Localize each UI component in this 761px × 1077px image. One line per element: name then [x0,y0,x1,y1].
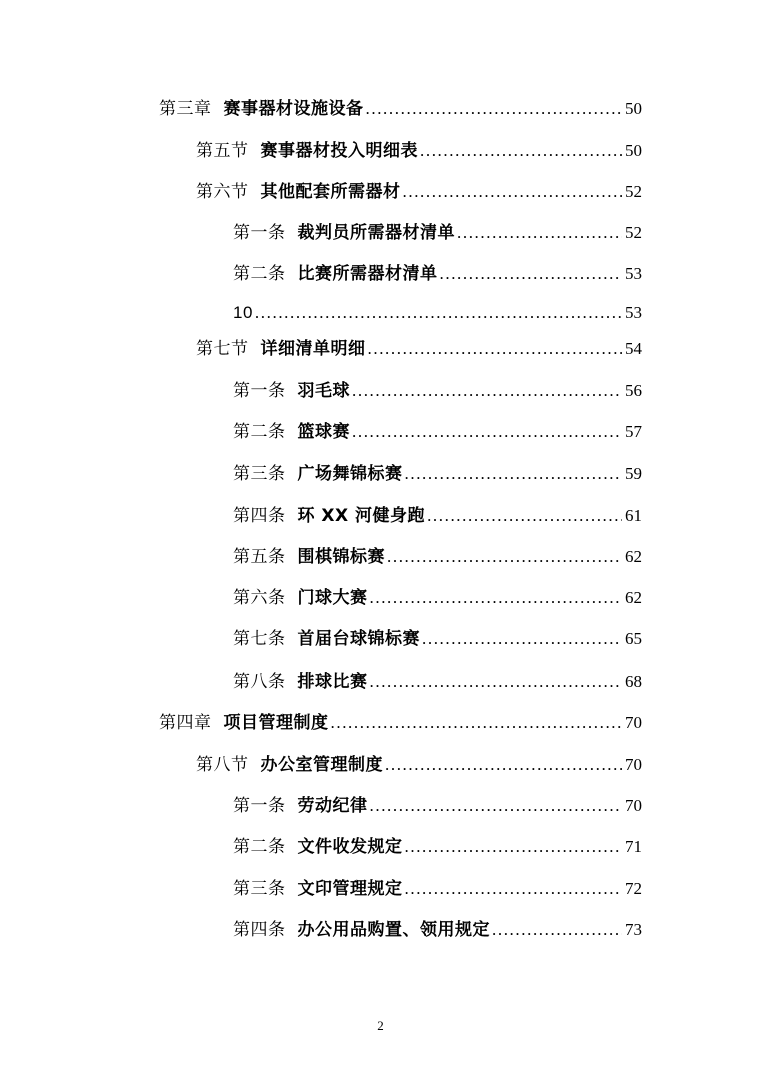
toc-entry-printing-rules[interactable] [233,876,642,902]
toc-entry-label: 第八节 [196,755,249,775]
toc-entry-title: 10 [233,303,253,322]
toc-entry-page: 57 [625,422,642,441]
toc-entry-title: 赛事器材设施设备 [223,99,364,119]
toc-entry-title: 劳动纪律 [297,796,368,816]
toc-entry-title: 篮球赛 [297,422,350,442]
toc-entry-page: 73 [625,920,642,939]
toc-entry-billiards[interactable] [233,626,642,652]
toc-entry-label: 第六节 [196,182,249,202]
toc-dot-leader [422,626,622,652]
toc-dot-leader [255,300,622,326]
toc-entry-title: 围棋锦标赛 [297,547,385,567]
toc-entry-page: 50 [625,141,642,160]
toc-entry-document-rules[interactable] [233,834,642,860]
toc-entry-volleyball[interactable] [233,669,642,695]
toc-entry-gateball[interactable] [233,585,642,611]
page-number: 2 [377,1018,384,1033]
toc-entry-page: 61 [625,506,642,525]
toc-entry-label: 第三章 [159,99,212,119]
toc-entry-label: 第二条 [233,264,286,284]
toc-dot-leader [370,793,623,819]
toc-dot-leader [387,544,622,570]
toc-entry-label: 第四章 [159,713,212,733]
toc-entry-section-8[interactable] [196,752,642,778]
toc-entry-page: 53 [625,303,642,322]
toc-entry-title: 赛事器材投入明细表 [260,141,418,161]
toc-entry-go-chess[interactable] [233,544,642,570]
toc-dot-leader [405,876,623,902]
toc-dot-leader [385,752,622,778]
toc-entry-article-2[interactable] [233,261,642,287]
toc-entry-title: 项目管理制度 [223,713,329,733]
toc-entry-label: 第七条 [233,629,286,649]
toc-entry-page: 70 [625,755,642,774]
toc-entry-river-run[interactable] [233,503,642,529]
toc-entry-chapter-3[interactable] [159,96,642,122]
toc-entry-title: 首届台球锦标赛 [297,629,420,649]
toc-entry-label: 第五条 [233,547,286,567]
toc-entry-section-6[interactable] [196,179,642,205]
toc-entry-title: 门球大赛 [297,588,368,608]
toc-dot-leader [370,669,623,695]
toc-entry-title: 比赛所需器材清单 [297,264,438,284]
toc-entry-label: 第五节 [196,141,249,161]
toc-entry-basketball[interactable] [233,419,642,445]
toc-dot-leader [368,336,623,362]
toc-entry-title: 其他配套所需器材 [260,182,401,202]
toc-entry-label: 第六条 [233,588,286,608]
toc-entry-title: 裁判员所需器材清单 [297,223,455,243]
toc-entry-10[interactable] [233,300,642,326]
toc-dot-leader [370,585,623,611]
toc-entry-page: 54 [625,339,642,358]
toc-entry-badminton[interactable] [233,378,642,404]
toc-entry-square-dance[interactable] [233,461,642,487]
toc-dot-leader [440,261,623,287]
toc-entry-label: 第三条 [233,879,286,899]
toc-dot-leader [331,710,623,736]
toc-entry-page: 59 [625,464,642,483]
toc-entry-label: 第四条 [233,506,286,526]
toc-entry-title: 文印管理规定 [297,879,403,899]
toc-entry-label: 第一条 [233,796,286,816]
toc-entry-article-1[interactable] [233,220,642,246]
toc-entry-page: 56 [625,381,642,400]
toc-entry-page: 53 [625,264,642,283]
toc-entry-office-supplies[interactable] [233,917,642,943]
toc-entry-title: 办公用品购置、领用规定 [297,920,490,940]
toc-entry-page: 72 [625,879,642,898]
toc-entry-title: 办公室管理制度 [260,755,383,775]
toc-dot-leader [492,917,622,943]
toc-entry-section-5[interactable] [196,138,642,164]
toc-dot-leader [352,378,622,404]
toc-entry-page: 71 [625,837,642,856]
toc-entry-title: 详细清单明细 [260,339,366,359]
toc-entry-page: 50 [625,99,642,118]
toc-entry-label: 第一条 [233,381,286,401]
toc-entry-label: 第二条 [233,837,286,857]
toc-entry-title: 文件收发规定 [297,837,403,857]
toc-entry-label: 第一条 [233,223,286,243]
toc-entry-page: 70 [625,796,642,815]
toc-entry-title: 广场舞锦标赛 [297,464,403,484]
toc-entry-label: 第三条 [233,464,286,484]
toc-entry-title: 排球比赛 [297,672,368,692]
toc-entry-page: 70 [625,713,642,732]
toc-entry-page: 52 [625,223,642,242]
toc-entry-page: 62 [625,547,642,566]
toc-entry-section-7[interactable] [196,336,642,362]
toc-entry-label: 第四条 [233,920,286,940]
toc-entry-title: 羽毛球 [297,381,350,401]
toc-entry-title: 环 XX 河健身跑 [297,506,426,526]
toc-entry-chapter-4[interactable] [159,710,642,736]
toc-dot-leader [352,419,622,445]
toc-entry-page: 65 [625,629,642,648]
toc-entry-page: 68 [625,672,642,691]
toc-entry-page: 52 [625,182,642,201]
toc-dot-leader [427,503,622,529]
toc-dot-leader [457,220,622,246]
toc-dot-leader [366,96,623,122]
toc-entry-labor-discipline[interactable] [233,793,642,819]
toc-dot-leader [405,461,623,487]
toc-entry-label: 第七节 [196,339,249,359]
toc-dot-leader [403,179,623,205]
toc-dot-leader [405,834,623,860]
toc-dot-leader [420,138,622,164]
toc-entry-page: 62 [625,588,642,607]
toc-entry-label: 第八条 [233,672,286,692]
toc-entry-label: 第二条 [233,422,286,442]
